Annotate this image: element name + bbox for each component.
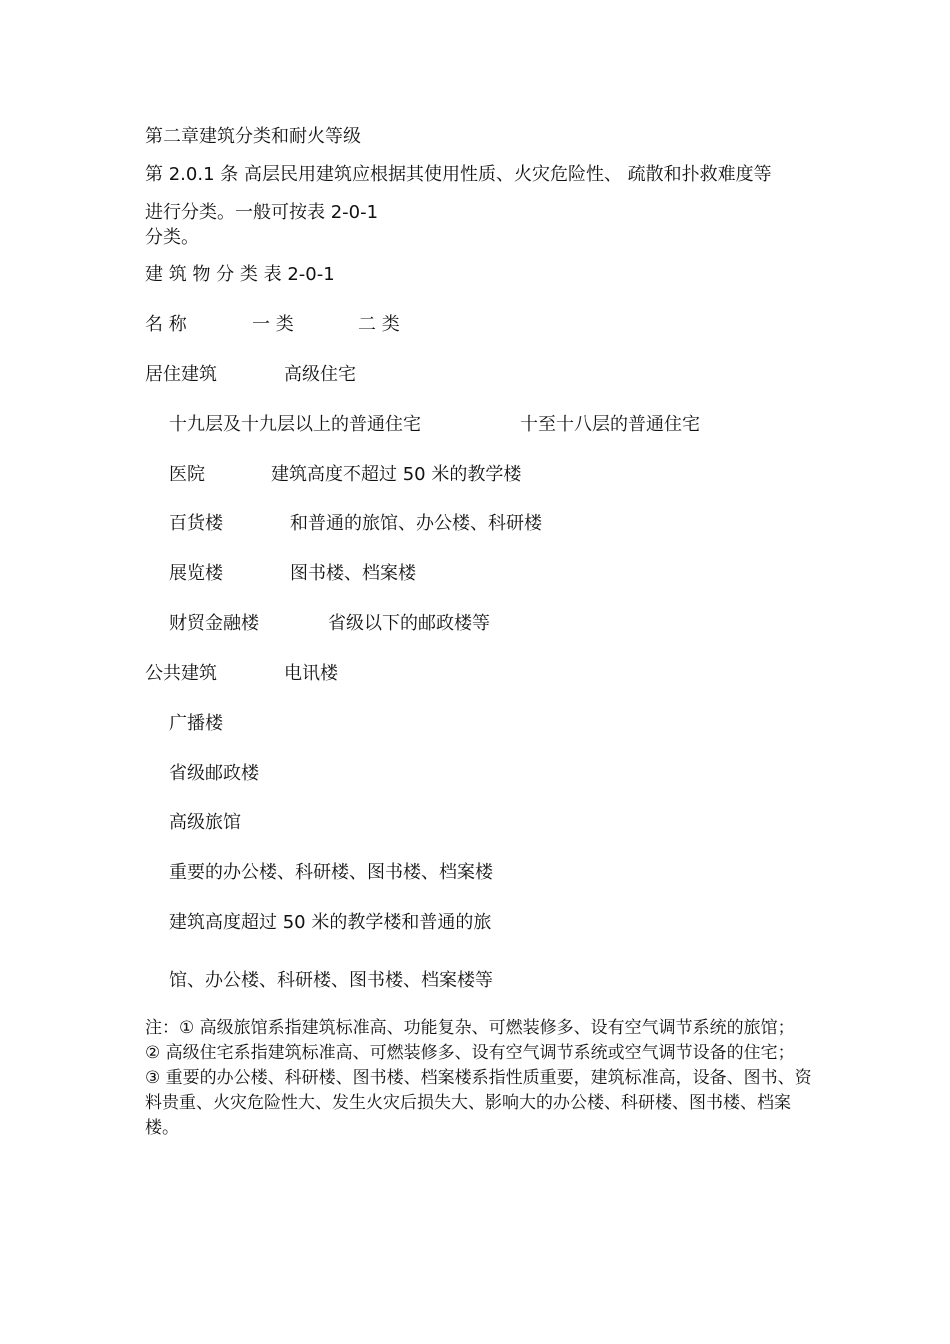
- residential-class-1: 高级住宅: [284, 364, 356, 385]
- table-title: 建 筑 物 分 类 表 2-0-1: [145, 264, 335, 285]
- row-broadcast: 广播楼: [169, 713, 223, 734]
- row-finance-class-2: 省级以下的邮政楼等: [328, 613, 490, 634]
- residential-class-2: 十至十八层的普通住宅: [520, 414, 700, 435]
- row-exhibition: 展览楼: [169, 563, 223, 584]
- article-line-2: 进行分类。一般可按表 2-0-1: [145, 202, 379, 223]
- row-postal: 省级邮政楼: [169, 763, 259, 784]
- note-2: ② 高级住宅系指建筑标准高、可燃装修多、设有空气调节系统或空气调节设备的住宅；: [145, 1043, 795, 1063]
- header-class-1: 一 类: [252, 314, 294, 335]
- row-exhibition-class-2: 图书楼、档案楼: [290, 563, 416, 584]
- row-dept-store: 百货楼: [169, 513, 223, 534]
- row-hotel: 高级旅馆: [169, 812, 241, 833]
- note-3: ③ 重要的办公楼、科研楼、图书楼、档案楼系指性质重要，建筑标准高，设备、图书、资料贵重、火灾危险性大、发生火灾后损失大、影响大的办公楼、科研楼、图书楼、档案楼。: [145, 1068, 812, 1138]
- row-dept-store-class-2: 和普通的旅馆、办公楼、科研楼: [290, 513, 542, 534]
- row-hospital-class-2: 建筑高度不超过 50 米的教学楼: [271, 464, 522, 485]
- notes-block: [145, 1016, 813, 1141]
- header-name: 名 称: [145, 314, 187, 335]
- note-1: 注：① 高级旅馆系指建筑标准高、功能复杂、可燃装修多、设有空气调节系统的旅馆；: [145, 1018, 795, 1038]
- public-class-1: 电讯楼: [284, 663, 338, 684]
- chapter-title: 第二章建筑分类和耐火等级: [145, 126, 361, 147]
- public-label: 公共建筑: [145, 663, 217, 684]
- header-class-2: 二 类: [358, 314, 400, 335]
- row-tall-b: 馆、办公楼、科研楼、图书楼、档案楼等: [169, 970, 493, 991]
- row-finance: 财贸金融楼: [169, 613, 259, 634]
- article-line-3: 分类。: [145, 227, 199, 248]
- row-hospital: 医院: [169, 464, 205, 485]
- row-important: 重要的办公楼、科研楼、图书楼、档案楼: [169, 862, 493, 883]
- row-tall-a: 建筑高度超过 50 米的教学楼和普通的旅: [169, 912, 492, 933]
- article-line-1: 第 2.0.1 条 高层民用建筑应根据其使用性质、火灾危险性、 疏散和扑救难度等: [145, 164, 772, 185]
- residential-label: 居住建筑: [145, 364, 217, 385]
- residential-tall: 十九层及十九层以上的普通住宅: [169, 414, 421, 435]
